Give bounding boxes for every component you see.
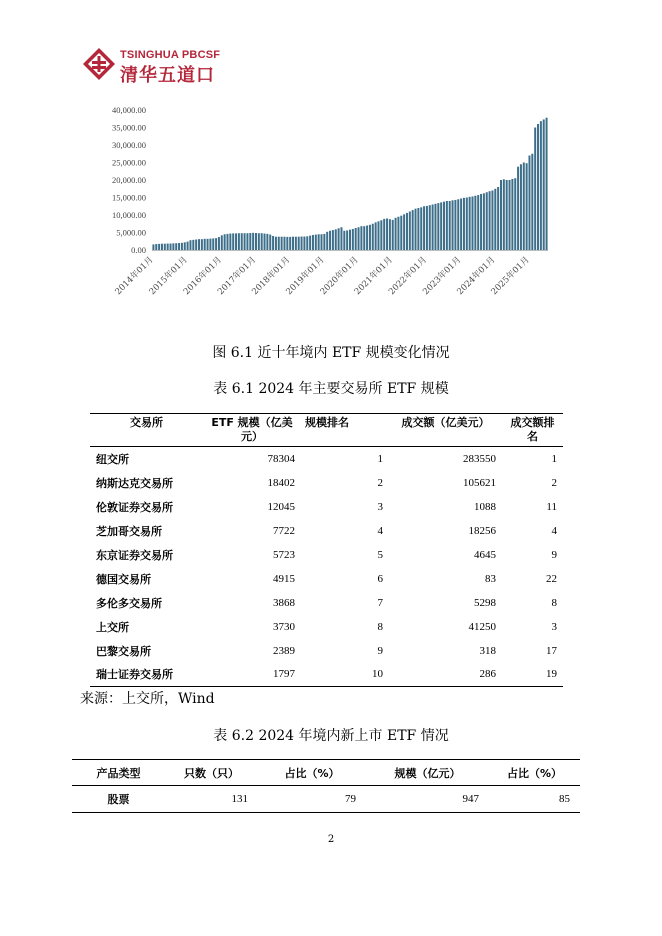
cell-turnover: 318 <box>479 644 496 657</box>
bar <box>266 234 268 250</box>
cell-exchange: 多伦多交易所 <box>96 596 162 610</box>
cell-turnover: 83 <box>485 572 496 585</box>
cell-exchange: 芝加哥交易所 <box>96 524 162 538</box>
x-tick-label: 2018年01月 <box>250 255 293 298</box>
bar <box>520 164 522 250</box>
bar <box>235 233 237 250</box>
bar <box>167 244 169 250</box>
brand-logo <box>82 47 242 86</box>
bar <box>534 128 536 251</box>
bar <box>417 208 419 250</box>
bar <box>423 206 425 250</box>
bar <box>480 194 482 250</box>
col-header-count-share: 占比（%） <box>284 766 340 780</box>
bar <box>412 210 414 250</box>
cell-count-share: 79 <box>345 793 356 805</box>
cell-exchange: 上交所 <box>96 620 129 634</box>
bar <box>383 219 385 250</box>
bar <box>340 227 342 250</box>
y-tick-label: 20,000.00 <box>112 175 146 185</box>
y-tick-label: 40,000.00 <box>112 105 146 115</box>
bar <box>537 124 539 250</box>
bar <box>358 227 360 250</box>
table-row <box>90 639 563 663</box>
bar <box>457 199 459 250</box>
bar <box>301 237 303 250</box>
bar <box>155 244 157 250</box>
bar <box>406 213 408 250</box>
bar <box>400 216 402 250</box>
bar <box>232 233 234 250</box>
x-tick-label: 2015年01月 <box>147 255 190 298</box>
bar <box>486 192 488 250</box>
cell-exchange: 纽交所 <box>96 452 129 466</box>
bar <box>446 201 448 250</box>
cell-scale-rank: 4 <box>377 524 383 537</box>
bar <box>204 239 206 250</box>
bar <box>477 195 479 250</box>
bar <box>187 242 189 250</box>
bar <box>172 243 174 250</box>
bar <box>318 234 320 250</box>
cell-etf-scale: 5723 <box>273 548 295 561</box>
bar <box>454 200 456 250</box>
bar <box>432 205 434 251</box>
bar <box>249 233 251 250</box>
cell-turnover-rank: 9 <box>551 548 557 561</box>
col-header-turnover: 成交额（亿美元） <box>401 416 490 429</box>
bar <box>509 180 511 250</box>
bar <box>420 207 422 250</box>
bar <box>474 196 476 250</box>
bar <box>469 197 471 250</box>
bar <box>546 118 548 250</box>
cell-exchange: 瑞士证券交易所 <box>96 668 173 682</box>
bar <box>321 234 323 250</box>
y-tick-label: 15,000.00 <box>112 192 146 203</box>
bar <box>238 233 240 250</box>
bar <box>292 237 294 250</box>
x-tick-label: 2025年01月 <box>489 255 532 298</box>
bar <box>224 234 226 250</box>
bar <box>229 234 231 250</box>
table-row <box>90 519 563 543</box>
bar <box>506 180 508 250</box>
bar <box>380 220 382 250</box>
y-tick-label: 30,000.00 <box>112 140 146 150</box>
bar <box>252 233 254 250</box>
cell-turnover-rank: 2 <box>551 476 557 489</box>
bar <box>283 237 285 250</box>
table-row <box>90 591 563 615</box>
bar <box>517 167 519 250</box>
table-header-row <box>90 414 563 447</box>
bar <box>511 179 513 250</box>
bar <box>366 226 368 251</box>
bar <box>184 242 186 250</box>
bar <box>426 206 428 250</box>
cell-scale-rank: 7 <box>377 596 383 609</box>
bar <box>360 226 362 250</box>
bar <box>303 237 305 250</box>
cell-scale-rank: 2 <box>377 476 383 489</box>
bar <box>332 230 334 250</box>
logo-name-en: TSINGHUA PBCSF <box>120 49 221 61</box>
cell-turnover: 18256 <box>468 524 496 537</box>
bar <box>275 237 277 250</box>
bar <box>329 231 331 250</box>
bar <box>295 237 297 250</box>
bar <box>352 229 354 250</box>
bar <box>443 202 445 250</box>
cell-exchange: 伦敦证券交易所 <box>96 500 173 514</box>
logo-name-cn: 清华五道口 <box>120 65 215 86</box>
cell-etf-scale: 12045 <box>267 500 295 513</box>
cell-turnover-rank: 22 <box>546 572 557 585</box>
bar <box>306 236 308 250</box>
bar <box>178 243 180 250</box>
cell-turnover: 41250 <box>468 620 496 633</box>
y-tick-label: 0.00 <box>131 245 146 255</box>
bar <box>375 222 377 250</box>
bar <box>261 233 263 250</box>
col-header-etf-scale: ETF 规模（亿美元） <box>211 416 293 443</box>
table1-caption: 表 6.1 2024 年主要交易所 ETF 规模 <box>213 381 449 397</box>
bar <box>281 237 283 250</box>
bar <box>500 180 502 250</box>
table-row <box>90 471 563 495</box>
cell-turnover-rank: 1 <box>551 452 557 465</box>
page-number: 2 <box>327 834 335 845</box>
cell-exchange: 德国交易所 <box>96 572 151 586</box>
bar <box>449 201 451 250</box>
bar <box>278 237 280 250</box>
cell-turnover: 283550 <box>463 452 496 465</box>
bar <box>264 234 266 250</box>
table-row <box>90 447 563 471</box>
bar <box>152 244 154 250</box>
bar <box>326 232 328 250</box>
bar <box>497 187 499 250</box>
bar <box>286 237 288 250</box>
cell-turnover-rank: 11 <box>546 500 557 513</box>
bar <box>483 193 485 250</box>
bar <box>221 235 223 250</box>
cell-etf-scale: 1797 <box>273 668 295 681</box>
bar <box>528 156 530 251</box>
bar <box>272 236 274 250</box>
cell-exchange: 东京证券交易所 <box>96 548 173 562</box>
bar <box>523 163 525 251</box>
x-tick-label: 2017年01月 <box>216 255 259 298</box>
bar <box>409 212 411 251</box>
table-row <box>90 567 563 591</box>
bar <box>460 199 462 250</box>
bar <box>397 217 399 250</box>
cell-etf-scale: 4915 <box>273 572 295 585</box>
cell-turnover: 1088 <box>474 500 496 513</box>
bar <box>389 219 391 250</box>
bar <box>343 231 345 250</box>
bar <box>158 244 160 250</box>
col-header-exchange: 交易所 <box>130 416 163 429</box>
bar <box>503 179 505 250</box>
cell-turnover: 4645 <box>474 548 496 561</box>
col-header-scale: 规模（亿元） <box>394 766 461 780</box>
bar <box>255 233 257 250</box>
bar <box>315 235 317 250</box>
cell-exchange: 巴黎交易所 <box>96 644 151 658</box>
bar <box>289 237 291 250</box>
bar <box>395 218 397 250</box>
cell-etf-scale: 2389 <box>273 644 295 657</box>
bar <box>161 244 163 250</box>
etf-scale-chart <box>96 100 558 330</box>
figure-caption: 图 6.1 近十年境内 ETF 规模变化情况 <box>212 345 450 361</box>
bar <box>540 121 542 250</box>
bar <box>298 237 300 250</box>
cell-scale-share: 85 <box>559 793 570 805</box>
cell-turnover: 105621 <box>463 476 496 489</box>
cell-scale-rank: 5 <box>377 548 383 561</box>
col-header-scale-rank: 规模排名 <box>305 416 349 429</box>
bar <box>207 239 209 250</box>
bar <box>526 163 528 250</box>
bar <box>218 237 220 250</box>
bar <box>170 244 172 250</box>
bar <box>189 240 191 250</box>
bar <box>309 236 311 250</box>
x-tick-label: 2016年01月 <box>181 255 224 298</box>
cell-turnover: 5298 <box>474 596 496 609</box>
bar <box>472 196 474 250</box>
y-tick-label: 10,000.00 <box>112 210 146 220</box>
bar <box>466 198 468 251</box>
table2-caption: 表 6.2 2024 年境内新上市 ETF 情况 <box>213 728 449 744</box>
bar <box>241 233 243 250</box>
bar <box>463 198 465 250</box>
x-tick-label: 2019年01月 <box>284 255 327 298</box>
col-header-turnover-rank: 成交额排名 <box>510 416 555 443</box>
bar <box>195 240 197 251</box>
bar <box>386 219 388 251</box>
table-header-row <box>72 760 580 786</box>
pbcsf-logo-icon <box>82 47 116 81</box>
bar <box>258 233 260 250</box>
bar <box>346 230 348 250</box>
cell-scale-rank: 6 <box>377 572 383 585</box>
cell-count: 131 <box>231 793 248 805</box>
bar <box>452 200 454 250</box>
bar <box>415 209 417 250</box>
bar <box>491 191 493 251</box>
cell-scale-rank: 10 <box>372 668 383 681</box>
bar <box>392 220 394 250</box>
cell-turnover-rank: 17 <box>546 644 557 657</box>
cell-exchange: 纳斯达克交易所 <box>96 476 173 490</box>
bar <box>429 205 431 250</box>
bar <box>312 235 314 250</box>
table-row <box>90 663 563 687</box>
cell-scale-rank: 8 <box>377 620 383 633</box>
col-header-product-type: 产品类型 <box>96 766 141 780</box>
cell-etf-scale: 7722 <box>273 524 295 537</box>
cell-scale: 947 <box>462 793 479 805</box>
col-header-count: 只数（只） <box>184 766 239 780</box>
bar <box>372 224 374 250</box>
bar <box>355 228 357 250</box>
bar <box>349 230 351 250</box>
bar <box>181 243 183 250</box>
bar <box>201 239 203 250</box>
bar <box>440 202 442 250</box>
x-tick-label: 2024年01月 <box>455 255 498 298</box>
table-row <box>72 786 580 813</box>
cell-scale-rank: 1 <box>377 452 383 465</box>
bar <box>192 240 194 250</box>
bar <box>489 191 491 250</box>
cell-etf-scale: 3730 <box>273 620 295 633</box>
bar <box>363 226 365 250</box>
x-tick-label: 2023年01月 <box>421 255 464 298</box>
cell-turnover-rank: 8 <box>551 596 557 609</box>
cell-etf-scale: 78304 <box>267 452 295 465</box>
table-row <box>90 615 563 639</box>
bar <box>437 203 439 250</box>
y-tick-label: 25,000.00 <box>112 157 146 168</box>
bar <box>198 239 200 250</box>
bar <box>164 244 166 250</box>
bar <box>377 221 379 250</box>
bar <box>543 119 545 250</box>
y-tick-label: 35,000.00 <box>112 122 146 133</box>
cell-scale-rank: 9 <box>377 644 383 657</box>
y-tick-label: 5,000.00 <box>116 227 146 238</box>
bar <box>215 238 217 250</box>
bar <box>269 235 271 250</box>
bar <box>175 243 177 250</box>
cell-turnover-rank: 4 <box>551 524 557 537</box>
bar <box>434 204 436 250</box>
bar <box>209 239 211 250</box>
x-tick-label: 2020年01月 <box>318 255 361 298</box>
table-row <box>90 543 563 567</box>
x-tick-label: 2021年01月 <box>352 255 395 298</box>
cell-product-type: 股票 <box>107 793 130 806</box>
x-tick-label: 2014年01月 <box>113 255 156 298</box>
bar <box>338 228 340 250</box>
bar <box>531 154 533 250</box>
cell-turnover: 286 <box>479 668 496 681</box>
cell-etf-scale: 3868 <box>273 596 295 609</box>
source-note: 来源：上交所，Wind <box>80 691 215 707</box>
cell-scale-rank: 3 <box>377 500 383 513</box>
cell-turnover-rank: 19 <box>546 668 557 681</box>
bar <box>403 214 405 250</box>
exchange-etf-table <box>90 413 563 687</box>
bar <box>335 229 337 250</box>
cell-turnover-rank: 3 <box>551 620 557 633</box>
bar <box>369 225 371 250</box>
cell-etf-scale: 18402 <box>267 476 295 489</box>
bar <box>244 233 246 250</box>
table-row <box>90 495 563 519</box>
bar <box>323 234 325 250</box>
bar <box>494 189 496 250</box>
new-etf-table <box>72 759 580 813</box>
bar <box>246 233 248 250</box>
bar <box>212 238 214 250</box>
x-tick-label: 2022年01月 <box>387 255 430 298</box>
bar <box>514 178 516 250</box>
bar <box>227 234 229 250</box>
col-header-scale-share: 占比（%） <box>506 766 563 780</box>
